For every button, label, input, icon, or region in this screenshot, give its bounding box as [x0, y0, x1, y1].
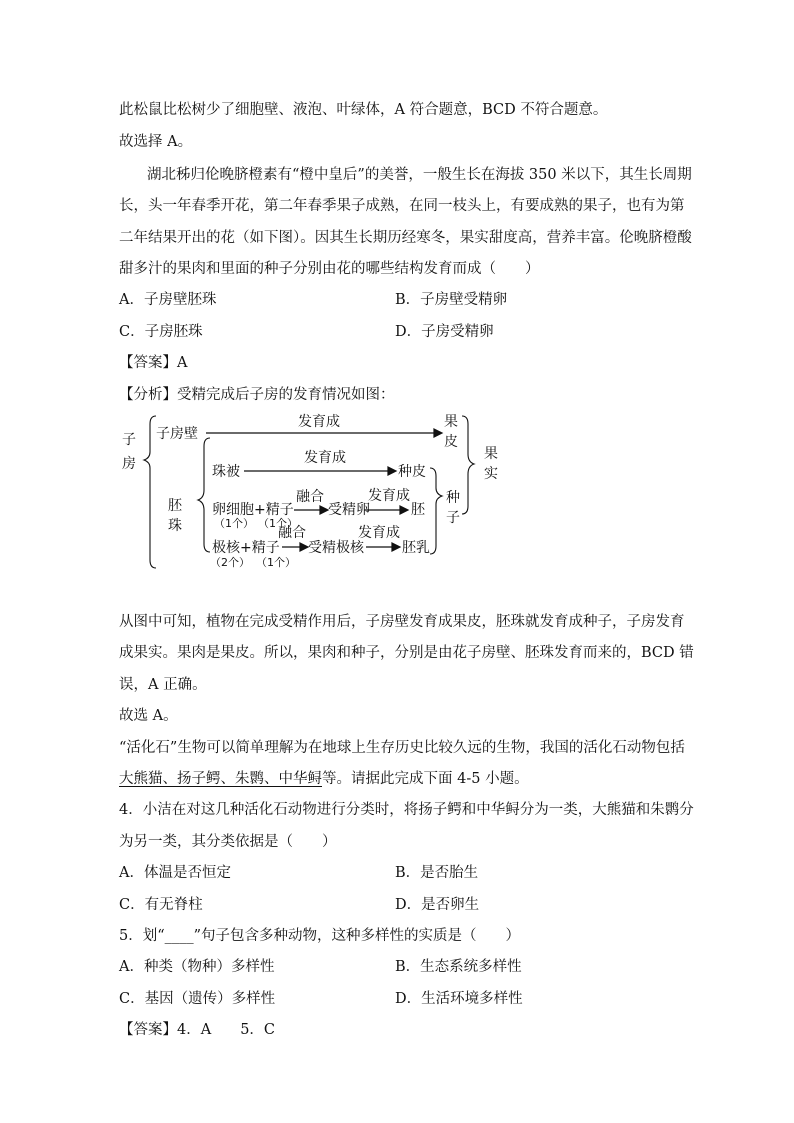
ovary-development-diagram [118, 406, 518, 570]
label-ronghe: 融合 [278, 525, 306, 541]
option-d: D．子房受精卵 [395, 324, 494, 340]
question-stem: 二年结果开出的花（如下图）。因其生长期历经寒冬，果实甜度高，营养丰富。伦晚脐橙酸 [119, 230, 692, 246]
label-fayucheng: 发育成 [298, 414, 340, 430]
explanation-line: 误，A 正确。 [119, 677, 207, 693]
label-fayucheng: 发育成 [358, 525, 400, 541]
label-pei: 胚 [168, 498, 182, 514]
question-5: 5．划“____”句子包含多种动物，这种多样性的实质是（ ） [119, 928, 521, 944]
answer-label: 【答案】A [119, 355, 188, 371]
material-rest: 等。请据此完成下面 4-5 小题。 [322, 771, 529, 787]
label-peizi: 胚 [411, 502, 425, 518]
label-zi2: 子 [446, 510, 460, 526]
explanation-line: 故选 A。 [119, 708, 178, 724]
option-b: B．是否胎生 [395, 865, 479, 881]
text-line: 故选择 A。 [119, 134, 193, 150]
label-zhu: 珠 [168, 518, 182, 534]
label-zhong: 种 [446, 490, 460, 506]
label-ronghe: 融合 [296, 489, 324, 505]
label-shoujingjihe: 受精极核 [308, 540, 364, 556]
option-a: A．种类（物种）多样性 [119, 959, 275, 975]
brace-left [144, 416, 156, 568]
label-zifangbi: 子房壁 [156, 426, 198, 442]
label-luanxibao: 卵细胞+精子 [212, 502, 294, 518]
label-fayucheng: 发育成 [304, 450, 346, 466]
question-4: 4．小洁在对这几种活化石动物进行分类时，将扬子鳄和中华鲟分为一类，大熊猫和朱鹮分 [119, 802, 694, 818]
label-count: （1个） [258, 517, 298, 530]
question-stem: 甜多汁的果肉和里面的种子分别由花的哪些结构发育而成（ ） [119, 261, 540, 277]
label-guo: 果 [444, 414, 458, 430]
label-fang: 房 [122, 456, 136, 472]
label-shi: 实 [484, 466, 498, 482]
label-fayucheng: 发育成 [368, 488, 410, 504]
option-a: A．子房壁胚珠 [119, 292, 217, 308]
explanation-line: 从图中可知，植物在完成受精作用后，子房壁发育成果皮，胚珠就发育成种子，子房发育 [119, 614, 685, 630]
option-d: D．是否卵生 [395, 897, 480, 913]
option-d: D．生活环境多样性 [395, 991, 523, 1007]
text-line: 此松鼠比松树少了细胞壁、液泡、叶绿体，A 符合题意，BCD 不符合题意。 [119, 102, 608, 118]
question-stem: 湖北秭归伦晚脐橙素有“橙中皇后”的美誉，一般生长在海拔 350 米以下，其生长周期 [147, 167, 692, 183]
label-count: （1个） [256, 556, 296, 569]
option-c: C．子房胚珠 [119, 324, 203, 340]
brace-inner [198, 438, 210, 552]
option-a: A．体温是否恒定 [119, 865, 231, 881]
material-line [119, 769, 529, 789]
option-b: B．子房壁受精卵 [395, 292, 508, 308]
analysis-label: 【分析】受精完成后子房的发育情况如图： [119, 387, 395, 403]
brace-fruit [462, 416, 474, 514]
label-pi: 皮 [444, 434, 458, 450]
brace-seed [430, 468, 442, 554]
label-zhubei: 珠被 [212, 464, 240, 480]
question-stem: 长，头一年春季开花，第二年春季果子成熟，在同一枝头上，有要成熟的果子，也有为第 [119, 198, 685, 214]
explanation-line: 成果实。果肉是果皮。所以，果肉和种子，分别是由花子房壁、胚珠发育而来的，BCD 错 [119, 645, 694, 661]
label-count: （1个） [214, 517, 254, 530]
option-c: C．有无脊柱 [119, 897, 203, 913]
question-4: 为另一类，其分类依据是（ ） [119, 834, 337, 850]
label-zhongpi: 种皮 [398, 464, 426, 480]
underlined-animals: 大熊猫、扬子鳄、朱鹮、中华鲟 [119, 771, 322, 787]
label-jihe: 极核+精子 [212, 540, 280, 556]
option-c: C．基因（遗传）多样性 [119, 991, 276, 1007]
label-guo2: 果 [484, 446, 498, 462]
material-line: “活化石”生物可以简单理解为在地球上生存历史比较久远的生物，我国的活化石动物包括 [119, 740, 685, 756]
label-shoujingluan: 受精卵 [328, 502, 370, 518]
option-b: B．生态系统多样性 [395, 959, 522, 975]
label-peiru: 胚乳 [402, 540, 430, 556]
answer-label: 【答案】4．A 5．C [119, 1022, 276, 1038]
label-count: （2个） [210, 556, 250, 569]
label-zi: 子 [122, 432, 136, 448]
